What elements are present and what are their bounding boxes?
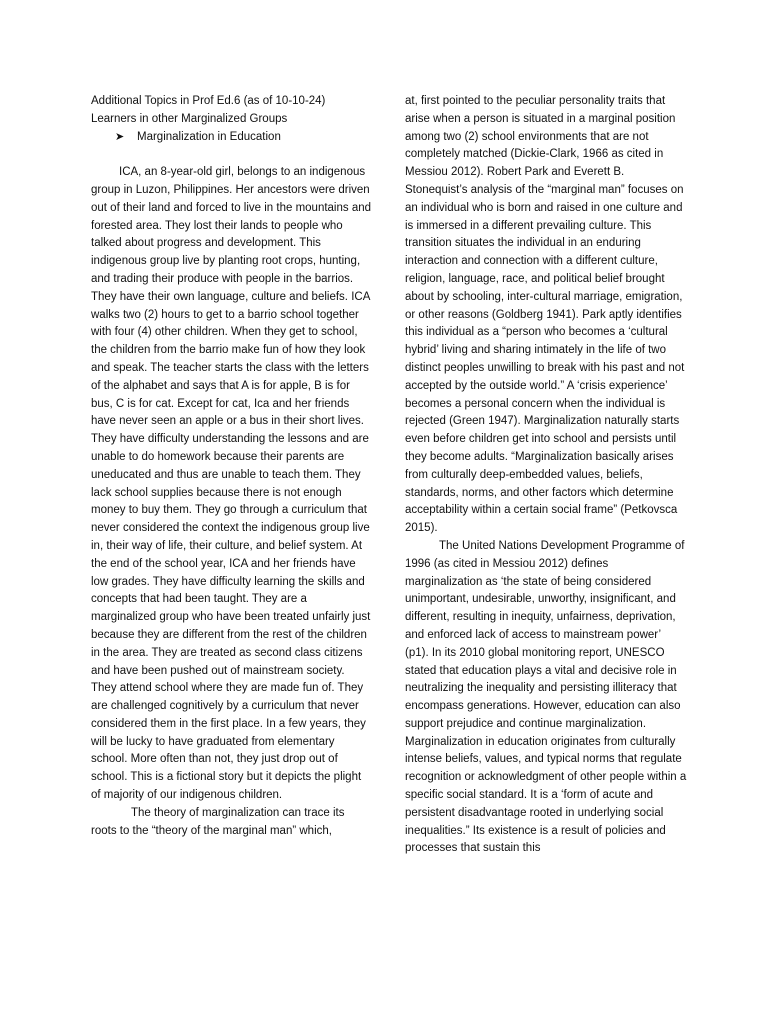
undp-paragraph: The United Nations Development Programme of 1996 (as cited in Messiou 2012) defines marginalization as ‘the state of being considered unimportant, undesirable, unworthy, insignificant, and different, resulting in inequity, unfairness, deprivation, and enforced lack of access to mainstream power’ (p1). In its 2010 global monitoring report, UNESCO stated that education plays a vital and decisive role in neutralizing the inequality and persisting illiteracy that encompass generations. However, education can also support prejudice and continue marginalization. Marginalization in education originates from culturally intense beliefs, values, and typical norms that regulate recognition or acknowledgment of other people within a specific social standard. It is a ‘form of acute and persistent disadvantage rooted in underlying social inequalities.” Its existence is a result of policies and processes that sustain this — [405, 539, 687, 855]
header-title: Additional Topics in Prof Ed.6 (as of 10-10-24) — [91, 95, 326, 107]
right-column — [405, 93, 687, 858]
story-paragraph: ICA, an 8-year-old girl, belongs to an indigenous group in Luzon, Philippines. Her ancestors were driven out of their land and forced to live in the mountains and forested area. They lost their lands to people who talked about progress and development. This indigenous group live by planting root crops, hunting, and trading their produce with people in the barrios. They have their own language, culture and beliefs. ICA walks two (2) hours to get to a barrio school together with four (4) other children. When they get to school, the children from the barrio make fun of how they look and speak. The teacher starts the class with the letters of the alphabet and says that A is for apple, B is for bus, C is for cat. Except for cat, Ica and her friends have never seen an apple or a bus in their short lives. They have difficulty understanding the lessons and are unable to do homework because their parents are uneducated and thus are unable to teach them. They lack school supplies because there is not enough money to buy them. They go through a curriculum that never considered the context the indigenous group live in, their way of life, their culture, and belief system. At the end of the school year, ICA and her friends have low grades. They have difficulty learning the skills and concepts that had been taught. They are a marginalized group who have been treated unfairly just because they are different from the rest of the children in the area. They are treated as second class citizens and have been pushed out of mainstream society. They attend school where they are made fun of. They are challenged cognitively by a curriculum that never considered them in the first place. In a few years, they will be lucky to have graduated from elementary school. More often than not, they just drop out of school. This is a fictional story but it depicts the plight of majority of our indigenous children. — [91, 166, 372, 802]
bullet-heading — [91, 129, 373, 147]
theory-paragraph: The theory of marginalization can trace its roots to the “theory of the marginal man” which, — [91, 806, 345, 837]
bullet-heading-text: Marginalization in Education — [137, 130, 281, 143]
spacer — [91, 146, 373, 164]
marginal-man-paragraph: at, first pointed to the peculiar personality traits that arise when a person is situated in a marginal position among two (2) school environments that are not completely matched (Dickie-Clark, 1966 as cited in Messiou 2012). Robert Park and Everett B. Stonequist’s analysis of the “marginal man” focuses on an individual who is born and raised in one culture and is immersed in a different prevailing culture. This transition situates the individual in an enduring interaction and connection with a different culture, religion, language, race, and political belief brought about by schooling, inter-cultural marriage, emigration, or other reasons (Goldberg 1941). Park aptly identifies this individual as a “person who becomes a ‘cultural hybrid’ living and sharing intimately in the life of two distinct peoples unwilling to break with his past and not accepted by the outside world.” A ‘crisis experience’ becomes a personal concern when the individual is rejected (Green 1947). Marginalization naturally starts even before children get into school and persists until they become adults. “Marginalization basically arises from culturally deep-embedded values, beliefs, standards, norms, and other factors which determine acceptability within a certain social frame” (Petkovsca 2015). — [405, 95, 685, 535]
header-subtitle: Learners in other Marginalized Groups — [91, 112, 288, 125]
arrow-bullet-icon: ➤ — [115, 130, 125, 143]
left-column — [91, 93, 373, 840]
